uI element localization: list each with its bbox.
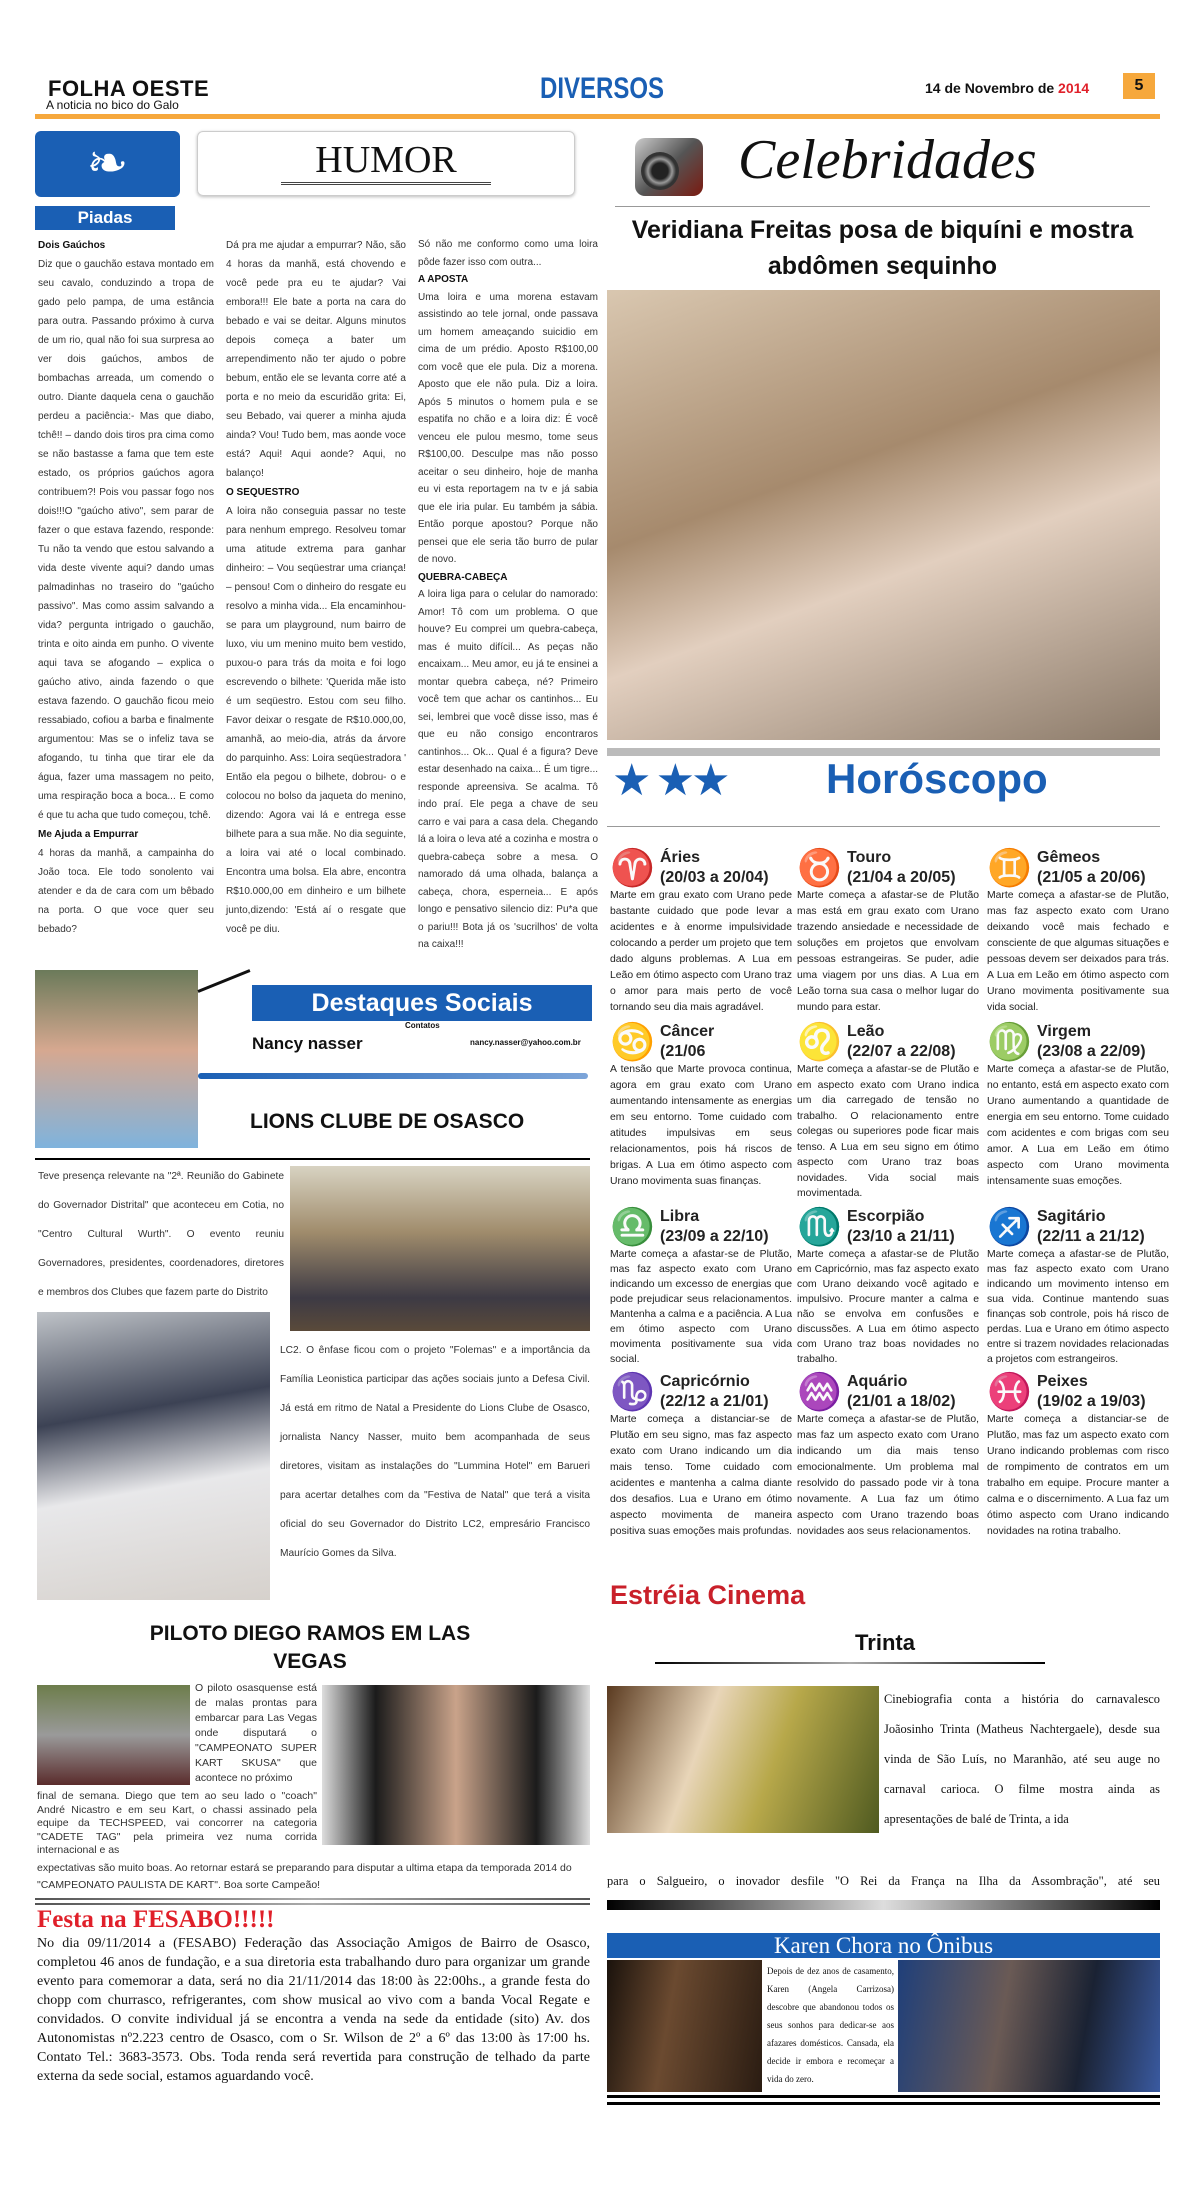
joke-text: Uma loira e uma morena estavam assistindo ao tele jornal, onde passava um homem ameaçando suicidio em cima de um prédio. Aposto R$100,00 com você que ele pula. Diz a morena. Aposto que ele não pula. Diz a loira. Após 5 minutos o homem pula e se espatifa no chão e a loira diz: É você venceu ele pulou mesmo, tome seus R$100,00. Desculpe mas não posso aceitar o seu dinheiro, hoje de manha eu vi esta reportagem na tv e já sabia que ele iria pular. Eu também ja sábia. Então porque apostou? Porque não pensei que ele seria tão burro de pular de novo. xyxy=(418,291,598,565)
cinema-text-1: Cinebiografia conta a história do carnavalesco Joãosinho Trinta (Matheus Nachtergaele), desde sua vinda de São Luís, no Maranhão, até seu auge no carnaval carioca. O filme mostra ainda as apresentações de balé de Trinta, a ida xyxy=(884,1692,1160,1826)
humor-column-3 xyxy=(418,236,598,954)
sign-name: Libra xyxy=(660,1208,700,1225)
nancy-photo xyxy=(35,970,198,1148)
film-title: Trinta xyxy=(855,1630,915,1655)
date-prefix: 14 de Novembro de xyxy=(925,80,1055,96)
zodiac-4-icon: ♌ xyxy=(797,1021,842,1062)
sign-name: Gêmeos xyxy=(1037,849,1101,866)
zodiac-7-icon: ♏ xyxy=(797,1206,842,1247)
page-number: 5 xyxy=(1123,73,1155,99)
sign-text: Marte começa a afastar-se de Plutão, mas faz aspecto exato com Urano indicando um movimento intenso em sua vida. Continue mantendo suas finanças sob controle, pois há risco de perdas. Lua e Urano em ótimo aspecto entre si trazem novidades relacionadas a projetos com estrangeiros. xyxy=(987,1249,1169,1365)
driver-photo xyxy=(322,1685,590,1845)
horoscope-sign xyxy=(610,848,792,1016)
divider xyxy=(607,1900,1160,1910)
karen-photo-1 xyxy=(607,1960,762,2092)
cinema-title: Estréia Cinema xyxy=(610,1580,806,1610)
sign-dates: (23/09 a 22/10) xyxy=(660,1228,769,1245)
joke-title: O SEQUESTRO xyxy=(226,487,300,498)
sign-name: Aquário xyxy=(847,1373,908,1390)
zodiac-2-icon: ♊ xyxy=(987,847,1032,888)
zodiac-0-icon: ♈ xyxy=(610,847,655,888)
sign-text: Marte começa a afastar-se de Plutão, mas faz um aspecto exato com Urano indicando um dia mais tenso emocionalmente. Um problema mal resolvido do passado pode vir à tona novamente. A Lua faz um ótimo aspecto com Urano trazendo boas novidades aos seus relacionamentos. xyxy=(797,1414,979,1537)
pointer-line xyxy=(197,969,250,993)
zodiac-5-icon: ♍ xyxy=(987,1021,1032,1062)
sign-name: Sagitário xyxy=(1037,1208,1106,1225)
sign-dates: (22/12 a 21/01) xyxy=(660,1393,769,1410)
horoscope-sign xyxy=(797,1372,979,1540)
horoscope-sign xyxy=(987,848,1169,1016)
piadas-logo-icon: ❧ xyxy=(35,131,180,197)
joke-title: A APOSTA xyxy=(418,274,469,285)
newspaper-tagline: A noticia no bico do Galo xyxy=(46,98,179,112)
lions-title: LIONS CLUBE DE OSASCO xyxy=(250,1110,525,1133)
sign-dates: (21/06 xyxy=(660,1043,706,1060)
divider xyxy=(607,826,1160,827)
horoscope-sign xyxy=(987,1372,1169,1540)
columnist-name: Nancy nasser xyxy=(252,1034,363,1053)
zodiac-8-icon: ♐ xyxy=(987,1206,1032,1247)
humor-column-1 xyxy=(38,236,214,939)
joke-text: Só não me conformo como uma loira pôde fazer isso com outra... xyxy=(418,239,598,268)
cinema-text-2: para o Salgueiro, o inovador desfile "O Rei da França na Ilha da Assombração", até seu xyxy=(607,1874,1160,1888)
horoscope-sign xyxy=(797,1022,979,1202)
sign-name: Câncer xyxy=(660,1023,715,1040)
horoscope-sign xyxy=(610,1207,792,1367)
lions-text-2: LC2. O ênfase ficou com o projeto "Folemas" e a importância da Família Leonistica participar das ações sociais junto a Defesa Civil. Já está em ritmo de Natal a Presidente do Lions Clube de Osasco, jornalista Nancy Nasser, muito bem acompanhada de seus diretores, visitam as instalações do "Lummina Hotel" em Barueri para acertar detalhes com da "Festiva de Natal" que terá a visita oficial do seu Governador do Distrito LC2, empresário Francisco Maurício Gomes da Silva. xyxy=(280,1345,590,1559)
sign-dates: (23/08 a 22/09) xyxy=(1037,1043,1146,1060)
sign-text: Marte começa a distanciar-se de Plutão, mas faz um aspecto exato com Urano indicando problemas com risco de rompimento de contratos em um trabalho em equipe. Procure manter a calma e o discernimento. A Lua faz um ótimo aspecto com Urano indicando novidades na rotina trabalho. xyxy=(987,1414,1169,1537)
piloto-title: PILOTO DIEGO RAMOS EM LAS VEGAS xyxy=(149,1622,471,1673)
stars-icon: ★ ★★ xyxy=(612,756,727,805)
celebrity-photo xyxy=(607,290,1160,740)
humor-title-box xyxy=(197,131,575,196)
divider xyxy=(607,2102,1160,2105)
sign-name: Peixes xyxy=(1037,1373,1088,1390)
sign-dates: (21/01 a 18/02) xyxy=(847,1393,956,1410)
sign-dates: (23/10 a 21/11) xyxy=(847,1228,955,1245)
divider xyxy=(35,1898,590,1900)
joke-text: A loira liga para o celular do namorado: Amor! Tô com um problema. O que houve? Eu comprei um quebra-cabeça, mas é muito difícil... As peças não encaixam... Meu amor, eu já te ensinei a montar quebra cabeça, né? Primeiro você tem que achar os cantinhos... Eu sei, lembrei que você disse isso, mas é que eu não consigo encontraros cantinhos... Ok... Qual é a figura? Deve estar desenhado na caixa... É um tigre... responde apreensiva. Se acalma. Tô indo praí. Ele pega a chave de seu carro e vai para a casa dela. Chegando lá a loira o leva até a cozinha e mostra o quebra-cabeça sobre a mesa. O namorado dá uma olhada, balança a cabeça, chora, esperneia... E após longo e pensativo silencio diz: Pu*a que o pariu!!! Bota já os 'sucrilhos' de volta na caixa!!! xyxy=(418,589,598,950)
sign-name: Áries xyxy=(660,849,701,866)
camera-icon xyxy=(635,138,703,196)
humor-title: HUMOR xyxy=(315,139,457,181)
columnist-email[interactable]: nancy.nasser@yahoo.com.br xyxy=(470,1038,581,1047)
zodiac-3-icon: ♋ xyxy=(610,1021,655,1062)
horoscope-sign xyxy=(610,1372,792,1540)
lions-text-1: Teve presença relevante na "2ª. Reunião do Gabinete do Governador Distrital" que aconteceu em Cotia, no "Centro Cultural Wurth". O evento reuniu Governadores, presidentes, coordenadores, diretores e membros dos Clubes que fazem parte do Distrito xyxy=(38,1171,284,1298)
issue-date xyxy=(925,80,1089,96)
joke-text: A loira não conseguia passar no teste para nenhum emprego. Resolveu tomar uma atitude extrema para ganhar dinheiro: – Vou seqüestrar uma criança! – pensou! Com o dinheiro do resgate eu resolvo a minha vida... Ela encaminhou-se para um playground, num bairro de luxo, viu um menino muito bem vestido, puxou-o para trás da moita e foi logo escrevendo o bilhete: 'Querida mãe isto é um seqüestro. Estou com seu filho. Favor deixar o resgate de R$10.000,00, amanhã, ao meio-dia, atrás da árvore do parquinho. Ass: Loira seqüestradora ' Então ela pegou o bilhete, dobrou- o e colocou no bolso da jaqueta do menino, dizendo: Agora vai lá e entrega esse bilhete para a sua mãe. No dia seguinte, a loira vai até o local combinado. Encontra uma bolsa. Ela abre, encontra R$10.000,00 em dinheiro e um bilhete junto,dizendo: 'Está aí o resgate que você pe diu. xyxy=(226,506,406,935)
horoscope-sign xyxy=(987,1207,1169,1367)
sign-text: Marte começa a afastar-se de Plutão em Capricórnio, mas faz aspecto exato com Urano deixando você agitado e impulsivo. Procure manter a calma e não se envolva em confusões e discussões. A Lua em ótimo aspecto com Urano traz boas novidades no trabalho. xyxy=(797,1249,979,1365)
sign-name: Capricórnio xyxy=(660,1373,750,1390)
kart-photo xyxy=(37,1685,190,1785)
joke-title: Me Ajuda a Empurrar xyxy=(38,829,139,840)
divider xyxy=(35,1903,590,1905)
piloto-text-3: expectativas são muito boas. Ao retornar estará se preparando para disputar a ultima etapa da temporada 2014 do "CAMPEONATO PAULISTA DE KART". Boa sorte Campeão! xyxy=(37,1862,572,1891)
celebridades-title: Celebridades xyxy=(738,129,1037,191)
zodiac-11-icon: ♓ xyxy=(987,1371,1032,1412)
celebridades-headline: Veridiana Freitas posa de biquíni e mostra abdômen sequinho xyxy=(631,216,1134,280)
zodiac-10-icon: ♒ xyxy=(797,1371,842,1412)
sign-text: Marte começa a afastar-se de Plutão, mas faz aspecto exato com Urano deixando você mais fechado e consciente de que algumas situações e pessoas devem ser deixados para trás. A Lua em Leão em ótimo aspecto com Urano movimenta positivamente sua vida social. xyxy=(987,890,1169,1013)
sign-name: Virgem xyxy=(1037,1023,1091,1040)
sign-text: Marte começa a afastar-se de Plutão e em aspecto exato com Urano indica um dia carregado de tensão no trabalho. O relacionamento entre colegas ou superiores pode ficar mais tenso. A Lua em seu signo em ótimo aspecto com Urano traz boas novidades. Vida social mais movimentada. xyxy=(797,1064,979,1199)
lions-group-photo xyxy=(290,1166,590,1331)
joke-text: Dá pra me ajudar a empurrar? Não, são 4 horas da manhã, está chovendo e você pede pra eu te ajudar? Vai embora!!! Ele bate a porta na cara do bebado e vai se deitar. Alguns minutos depois começa a bater um arrependimento não ter ajudo o pobre bebum, então ele se levanta corre até a porta e no meio da escuridão grita: Ei, seu Bebado, vai querer a minha ajuda ainda? Vou! Tudo bem, mas aonde voce está? Aqui! Aqui aonde? Aqui, no balanço! xyxy=(226,240,406,479)
sign-name: Leão xyxy=(847,1023,885,1040)
piloto-text-2: final de semana. Diego que tem ao seu lado o "coach" André Nicastro e em seu Kart, o chassi assinado pela equipe da TECHSPEED, vai concorrer na categoria "CADETE TAG" pela primeira vez numa corrida internacional e as xyxy=(37,1790,317,1856)
sign-dates: (21/04 a 20/05) xyxy=(847,869,956,886)
divider xyxy=(607,2095,1160,2098)
date-year: 2014 xyxy=(1058,80,1090,96)
sign-dates: (22/11 a 21/12) xyxy=(1037,1228,1145,1245)
sign-text: A tensão que Marte provoca continua, agora em grau exato com Urano aumentando intensamente as energias em seu entorno. Tome cuidado com atitudes impulsivas em seus relacionamentos, pois há riscos de brigas. A Lua em ótimo aspecto com Urano movimenta suas finanças. xyxy=(610,1064,792,1187)
sign-name: Escorpião xyxy=(847,1208,925,1225)
piloto-text-1: O piloto osasquense está de malas prontas para embarcar para Las Vegas onde disputará o "CAMPEONATO SUPER KART SKUSA" que acontece no próximo xyxy=(195,1682,317,1784)
horoscope-sign xyxy=(797,848,979,1016)
header-divider xyxy=(35,114,1160,119)
sign-text: Marte em grau exato com Urano pede bastante cuidado que pode levar a acidentes e à enorme impulsividade colocando a perder um projeto que tem dado alguns problemas. A Lua em Leão em ótimo aspecto com Urano traz o amor para mais perto de você tornando seu dia mais agradável. xyxy=(610,890,792,1013)
sign-text: Marte começa a distanciar-se de Plutão em seu signo, mas faz aspecto exato com Urano indicando um dia mais tenso. Tome cuidado com acidentes e mantenha a calma diante dos desafios. Lua e Urano em ótimo aspecto movimenta de maneira positiva suas emoções mais profundas. xyxy=(610,1414,792,1537)
destaques-title: Destaques Sociais xyxy=(252,985,592,1021)
contatos-label: Contatos xyxy=(405,1021,440,1030)
section-name: DIVERSOS xyxy=(540,72,665,105)
sign-text: Marte começa a afastar-se de Plutão, no entanto, está em aspecto exato com Urano aumentando a quantidade de energia em seu entorno. Tome cuidado com acidentes e com brigas com seu amor. A Lua em Leão em ótimo aspecto com Urano movimenta intensamente suas emoções. xyxy=(987,1064,1169,1187)
newspaper-name: FOLHA OESTE xyxy=(48,76,210,101)
karen-title: Karen Chora no Ônibus xyxy=(607,1933,1160,1958)
divider xyxy=(35,1158,590,1160)
piadas-label: Piadas xyxy=(35,206,175,230)
sign-dates: (21/05 a 20/06) xyxy=(1037,869,1146,886)
sign-dates: (19/02 a 19/03) xyxy=(1037,1393,1146,1410)
karen-photo-2 xyxy=(898,1960,1160,2092)
sign-text: Marte começa a afastar-se de Plutão, mas faz aspecto exato com Urano indicando um excesso de energias que pode prejudicar seus relacionamentos. Mantenha a calma e a paciência. A Lua em ótimo aspecto com Urano movimenta positivamente sua vida social. xyxy=(610,1249,792,1365)
divider xyxy=(615,206,1150,207)
sign-name: Touro xyxy=(847,849,892,866)
horoscope-sign xyxy=(987,1022,1169,1190)
joke-text: 4 horas da manhã, a campainha do João toca. Ele todo sonolento vai atender e da de cara com um bêbado na porta. O que voce quer seu bebado? xyxy=(38,848,214,935)
trinta-photo xyxy=(607,1686,879,1833)
horoscope-sign xyxy=(610,1022,792,1190)
horoscope-sign xyxy=(797,1207,979,1367)
zodiac-6-icon: ♎ xyxy=(610,1206,655,1247)
sign-text: Marte começa a afastar-se de Plutão mas está em grau exato com Urano trazendo ansiedade e necessidade de soluções em projetos que envolvam pessoas estrangeiras. Se puder, adie uma viagem por uns dias. A Lua em Leão torna sua casa o melhor lugar do mundo para estar. xyxy=(797,890,979,1013)
festa-text: No dia 09/11/2014 a (FESABO) Federação das Associação Amigos de Bairro de Osasco, completou 46 anos de fundação, e a sua diretoria esta trabalhando duro para organizar um grande evento para comemorar a data, será no dia 21/11/2014 das 18:00 às 22:00hs., a grande festa do chopp com churrasco, refrigerantes, com show musical ao vivo com a banda Vocal Regate e convidados. O convite individual já se encontra a venda na sede da entidade (sito) Av. dos Autonomistas nº2.223 centro de Osasco, com o Sr. Wilson de 2º a 6º das 13:00 às 17:00 hs. Contato Tel.: 3683-3573. Obs. Toda renda será revertida para construção de telhado da parte externa da sede social, estamos aguardando você. xyxy=(37,1936,590,2084)
sign-dates: (22/07 a 22/08) xyxy=(847,1043,956,1060)
karen-text: Depois de dez anos de casamento, Karen (Angela Carrizosa) descobre que abandonou todos os seus sonhos para dedicar-se aos afazares domésticos. Cansada, ela decide ir embora e recomeçar a vida do zero. xyxy=(767,1966,894,2084)
horoscope-title: Horóscopo xyxy=(826,755,1048,802)
humor-column-2 xyxy=(226,236,406,939)
zodiac-1-icon: ♉ xyxy=(797,847,842,888)
divider xyxy=(655,1662,1045,1664)
divider xyxy=(198,1073,588,1079)
joke-title: QUEBRA-CABEÇA xyxy=(418,571,508,583)
sign-dates: (20/03 a 20/04) xyxy=(660,869,769,886)
lions-meeting-photo xyxy=(37,1312,270,1600)
zodiac-9-icon: ♑ xyxy=(610,1371,655,1412)
joke-title: Dois Gaúchos xyxy=(38,240,106,251)
joke-text: Diz que o gauchão estava montado em seu cavalo, conduzindo a tropa de gado pelo pampa, de uma estância para outra. Passando próximo à curva de um rio, qual não foi sua surpresa ao ver dois gaúchos, ambos de bombachas arreada, um comendo o outro. Diante daquela cena o gauchão perdeu a paciência:- Mas que diabo, tchê!! – dando dois tiros pra cima como se não bastasse a fama que tem este estado, os próprios gaúchos agora contribuem?! Pois vou passar fogo nos dois!!!O "gaúcho ativo", sem parar de fazer o que estava fazendo, responde: Tu não ta vendo que estou salvando a vida deste vivente aqui? dando umas palmadinhas no traseiro do "gaúcho passivo". Mas como assim salvando a vida? pergunta intrigado o gauchão, trinta e oito ainda em punho. O vivente aqui tava se afogando – explica o gaúcho ativo, ainda fazendo o que estava fazendo. O gauchão ficou meio ressabiado, cofiou a barba e finalmente argumentou: Mas se o infeliz tava se afogando, tu tinha que tirar ele da água, fazer uma massagem no peito, uma respiração boca a boca... E como é que tu acha que tudo começou, tchê. xyxy=(38,259,214,821)
festa-title: Festa na FESABO!!!!! xyxy=(37,1906,275,1933)
